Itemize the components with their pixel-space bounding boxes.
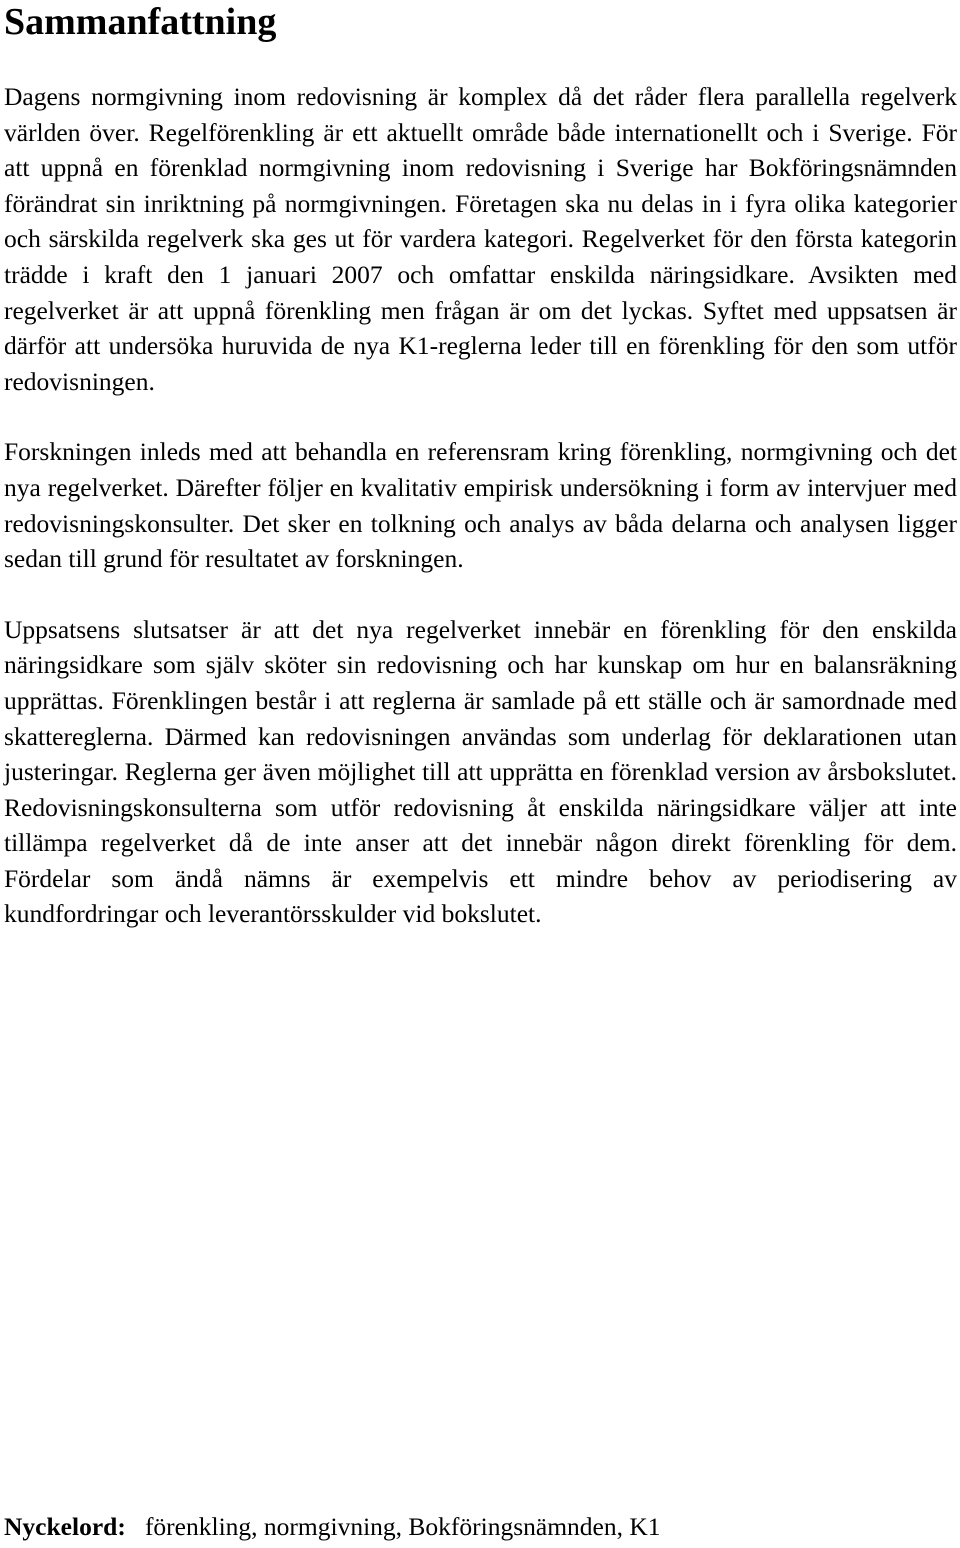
section-title: Sammanfattning [4, 1, 277, 43]
summary-body [4, 79, 957, 967]
keywords-spacer [132, 1512, 138, 1541]
keywords-label: Nyckelord: [4, 1512, 126, 1541]
keywords-value: förenkling, normgivning, Bokföringsnämnden, K1 [144, 1512, 661, 1541]
keywords-line [4, 1509, 957, 1545]
paragraph-method: Forskningen inleds med att behandla en referensram kring förenkling, normgivning och det nya regelverket. Därefter följer en kvalitativ empirisk undersökning i form av intervjuer med redovisningskonsulter. Det sker en tolkning och analys av båda delarna och analysen ligger sedan till grund för resultatet av forskningen. [4, 437, 957, 574]
paragraph-intro: Dagens normgivning inom redovisning är komplex då det råder flera parallella regelverk världen över. Regelförenkling är ett aktuellt område både internationellt och i Sverige. För att uppnå en förenklad normgivning inom redovisning i Sverige har Bokföringsnämnden förändrat sin inriktning på normgivningen. Företagen ska nu delas in i fyra olika kategorier och särskilda regelverk ska ges ut för vardera kategori. Regelverket för den första kategorin trädde i kraft den 1 januari 2007 och omfattar enskilda näringsidkare. Avsikten med regelverket är att uppnå förenkling men frågan är om det lyckas. Syftet med uppsatsen är därför att undersöka huruvida de nya K1-reglerna leder till en förenkling för den som utför redovisningen. [4, 82, 957, 396]
paragraph-conclusions: Uppsatsens slutsatser är att det nya regelverket innebär en förenkling för den enskilda näringsidkare som själv sköter sin redovisning och har kunskap om hur en balansräkning upprättas. Förenklingen består i att reglerna är samlade på ett ställe och är samordnade med skattereglerna. Därmed kan redovisningen användas som underlag för deklarationen utan justeringar. Reglerna ger även möjlighet till att upprätta en förenklad version av årsbokslutet. Redovisningskonsulterna som utför redovisning åt enskilda näringsidkare väljer att inte tillämpa regelverket då de inte anser att det innebär någon direkt förenkling för dem. Fördelar som ändå nämns är exempelvis ett mindre behov av periodisering av kundfordringar och leverantörsskulder vid bokslutet. [4, 614, 957, 929]
